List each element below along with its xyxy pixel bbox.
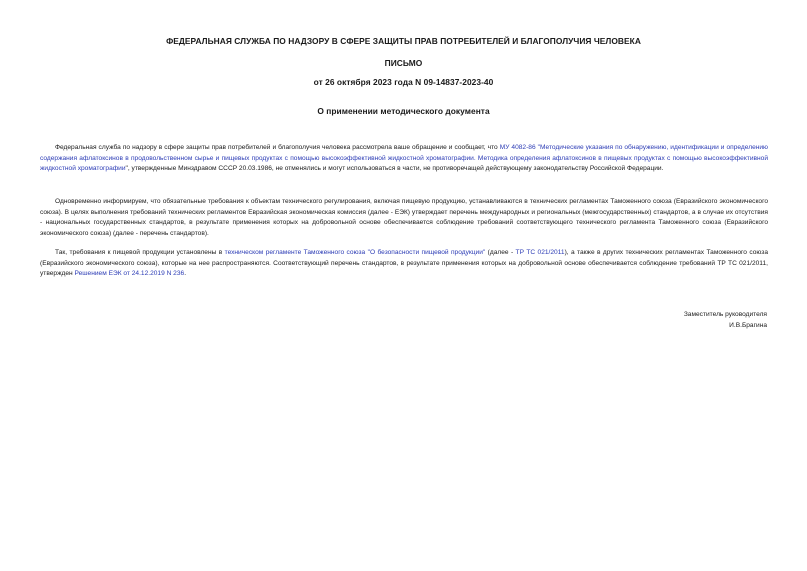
link-mu-4082-86[interactable]: МУ 4082-86 "Методические указания по обнаружению, идентификации и определению содержания афлатоксинов в продовольственном сырье и пищевых продуктах с помощью высокоэффективной жидкостной хроматографии. Методика определения афлатоксинов в пищевых продуктах с помощью высокоэффективной жидкостной хроматографии	[40, 144, 768, 173]
link-tech-regulation[interactable]: техническом регламенте Таможенного союза "О безопасности пищевой продукции"	[224, 249, 486, 256]
link-eec-decision[interactable]: Решением ЕЭК от 24.12.2019 N 236	[74, 270, 185, 278]
signatory-name: И.В.Брагина	[729, 322, 767, 329]
paragraph-1-text-end: ", утвержденные Минздравом СССР 20.03.1986, не отменялись и могут использоваться в части, не противоречащей действующему законодательству Российской Федерации.	[125, 165, 664, 173]
document-type: ПИСЬМО	[384, 58, 423, 68]
agency-title: ФЕДЕРАЛЬНАЯ СЛУЖБА ПО НАДЗОРУ В СФЕРЕ ЗАЩИТЫ ПРАВ ПОТРЕБИТЕЛЕЙ И БЛАГОПОЛУЧИЯ ЧЕЛОВЕКА	[166, 36, 641, 46]
paragraph-3-text-3: ), а также в других технических регламентах Таможенного союза (Евразийского экономического союза), которые на нее распространяются. Соответствующий перечень стандартов, в результате применения которых на добровольной основе обеспечивается соблюдение требований ТР ТС 021/2011, утвержден	[40, 249, 768, 278]
document-subject: О применении методического документа	[317, 106, 490, 116]
signatory-position: Заместитель руководителя	[683, 311, 767, 318]
paragraph-1	[40, 143, 768, 175]
paragraph-2: Одновременно информируем, что обязательные требования к объектам технического регулирования, включая пищевую продукцию, устанавливаются в технических регламентах Таможенного союза (Евразийского экономического союза). В целях выполнения требований технических регламентов Евразийская экономическая комиссия (далее - ЕЭК) утверждает перечень международных и региональных (межгосударственных) стандартов, а в случае их отсутствия - национальных государственных стандартов, в результате применения которых на добровольной основе обеспечивается соблюдение требований соответствующего технического регламента Таможенного союза (Евразийского экономического союза) (далее - перечень стандартов).	[40, 198, 768, 237]
paragraph-1-text-start: Федеральная служба по надзору в сфере защиты прав потребителей и благополучия человека рассмотрела ваше обращение и сообщает, что	[55, 144, 500, 151]
document-date-number: от 26 октября 2023 года N 09-14837-2023-40	[313, 77, 494, 87]
paragraph-3-text-4: .	[184, 270, 187, 278]
paragraph-3	[40, 248, 768, 280]
link-tr-ts-021-2011[interactable]: ТР ТС 021/2011	[515, 249, 565, 256]
paragraph-3-text-1: Так, требования к пищевой продукции установлены в	[55, 249, 225, 256]
paragraph-3-text-2: (далее -	[485, 249, 516, 256]
